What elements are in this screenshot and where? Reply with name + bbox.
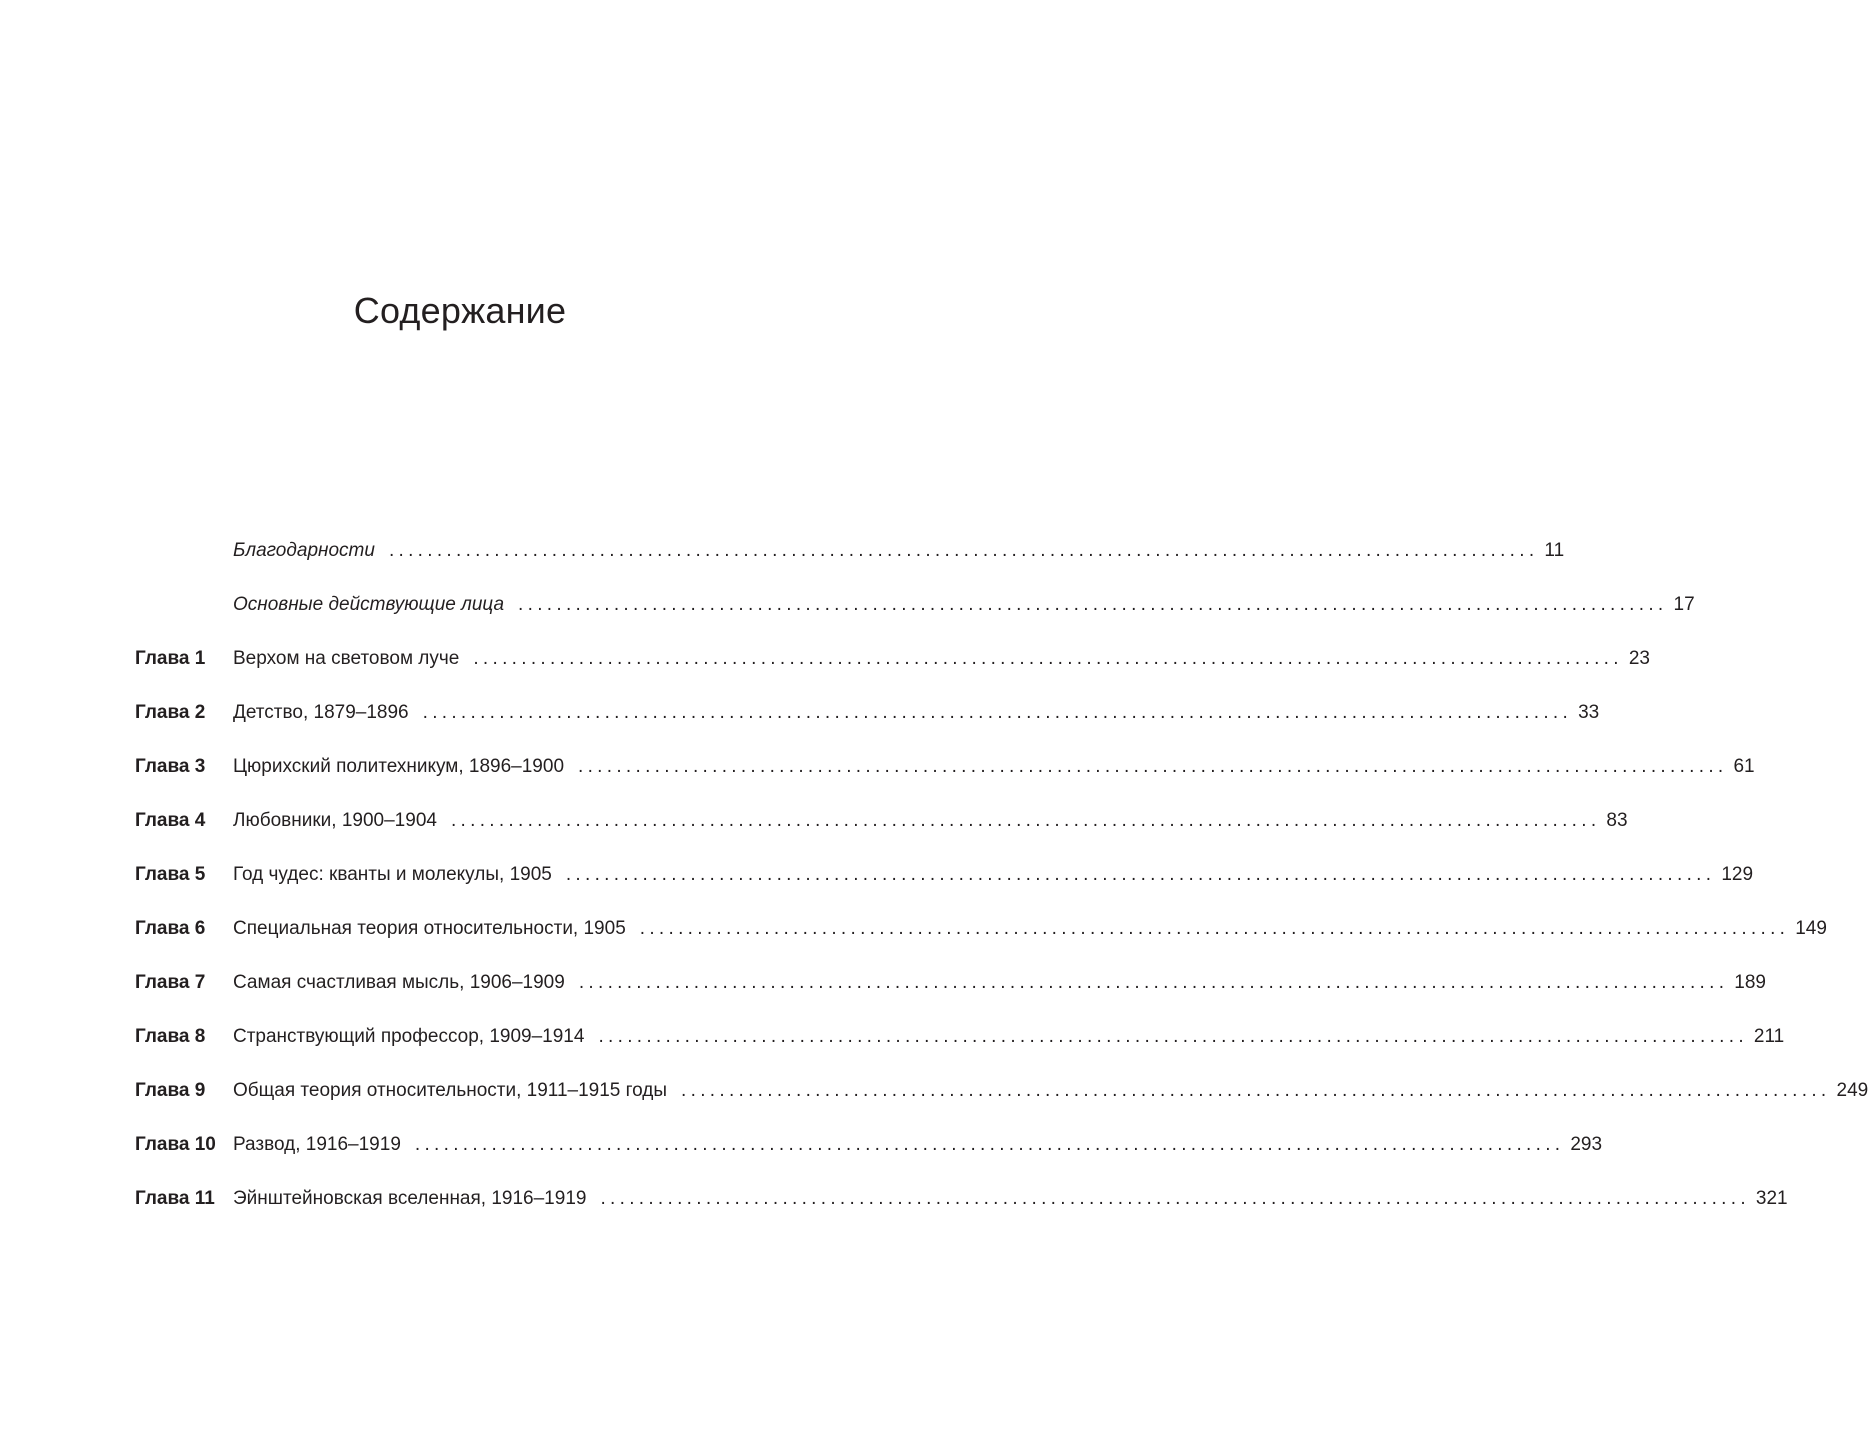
toc-entry-line [233, 1015, 1785, 1059]
toc-entry-line [233, 853, 1754, 897]
toc-entry-chapter-1[interactable] [0, 637, 1650, 681]
toc-entry-line [233, 745, 1755, 789]
toc-entry-line [233, 1123, 1603, 1167]
toc-page-number: 11 [1544, 540, 1565, 561]
dot-leader: ........................................................................................................................ [414, 1134, 1565, 1155]
toc-entry-line [233, 1177, 1788, 1221]
toc-chapter-label: Глава 8 [135, 1026, 206, 1047]
toc-page-number: 293 [1570, 1134, 1603, 1155]
toc-entry-chapter-4[interactable] [0, 799, 1628, 843]
dot-leader: ........................................................................................................................ [388, 540, 1539, 561]
dot-leader: ........................................................................................................................ [518, 594, 1668, 615]
toc-entry-line [233, 961, 1766, 1005]
toc-entry-title: Основные действующие лица [233, 594, 505, 615]
toc-page-number: 61 [1733, 756, 1755, 777]
dot-leader: ........................................................................................................................ [578, 972, 1729, 993]
dot-leader: ........................................................................................................................ [565, 864, 1716, 885]
toc-entry-title: Детство, 1879–1896 [233, 702, 409, 723]
dot-leader: ........................................................................................................................ [639, 918, 1790, 939]
page-title: Содержание [353, 290, 567, 331]
toc-entry-line [233, 637, 1650, 681]
toc-entry-chapter-11[interactable] [0, 1177, 1788, 1221]
toc-entry-title: Любовники, 1900–1904 [233, 810, 437, 831]
toc-page-number: 23 [1628, 648, 1650, 669]
toc-page-number: 149 [1795, 918, 1827, 939]
toc-entry-title: Самая счастливая мысль, 1906–1909 [233, 972, 565, 993]
toc-page-number: 321 [1755, 1188, 1788, 1209]
toc-entry-line [233, 1069, 1868, 1113]
toc-entry-line [233, 583, 1695, 627]
toc-entry-chapter-9[interactable] [0, 1069, 1868, 1113]
dot-leader: ........................................................................................................................ [422, 702, 1573, 723]
toc-chapter-label: Глава 2 [135, 702, 206, 723]
dot-leader: ........................................................................................................................ [450, 810, 1601, 831]
toc-entry-title: Цюрихский политехникум, 1896–1900 [233, 756, 565, 777]
toc-page-number: 83 [1606, 810, 1628, 831]
toc-entry-title: Год чудес: кванты и молекулы, 1905 [233, 864, 552, 885]
toc-entry-main-characters[interactable] [0, 583, 1695, 627]
toc-chapter-label: Глава 11 [135, 1188, 215, 1209]
toc-entry-chapter-10[interactable] [0, 1123, 1603, 1167]
dot-leader: ........................................................................................................................ [598, 1026, 1748, 1047]
toc-chapter-label: Глава 10 [135, 1134, 216, 1155]
toc-entry-line [233, 907, 1827, 951]
toc-chapter-label: Глава 9 [135, 1080, 206, 1101]
toc-entry-title: Общая теория относительности, 1911–1915 годы [233, 1080, 668, 1101]
toc-page-number: 211 [1753, 1026, 1785, 1047]
toc-entry-chapter-3[interactable] [0, 745, 1755, 789]
toc-page-number: 189 [1734, 972, 1766, 993]
toc-chapter-label: Глава 5 [135, 864, 206, 885]
dot-leader: ........................................................................................................................ [681, 1080, 1831, 1101]
toc-entry-title: Верхом на световом луче [233, 648, 460, 669]
toc-entry-title: Эйнштейновская вселенная, 1916–1919 [233, 1188, 587, 1209]
toc-entry-line [233, 691, 1600, 735]
toc-entry-title: Благодарности [233, 540, 375, 561]
toc-entry-title: Специальная теория относительности, 1905 [233, 918, 626, 939]
toc-entry-acknowledgements[interactable] [0, 529, 1565, 573]
toc-page-number: 33 [1578, 702, 1600, 723]
toc-chapter-label: Глава 4 [135, 810, 206, 831]
toc-entry-title: Странствующий профессор, 1909–1914 [233, 1026, 585, 1047]
toc-page-number: 129 [1721, 864, 1754, 885]
dot-leader: ........................................................................................................................ [600, 1188, 1750, 1209]
toc-chapter-label: Глава 6 [135, 918, 206, 939]
toc-page-number: 17 [1673, 594, 1695, 615]
toc-entry-chapter-2[interactable] [0, 691, 1600, 735]
toc-entry-line [233, 799, 1628, 843]
toc-page-number: 249 [1836, 1080, 1868, 1101]
toc-entry-chapter-7[interactable] [0, 961, 1766, 1005]
dot-leader: ........................................................................................................................ [473, 648, 1623, 669]
toc-entry-chapter-6[interactable] [0, 907, 1827, 951]
toc-entry-chapter-8[interactable] [0, 1015, 1785, 1059]
toc-entry-chapter-5[interactable] [0, 853, 1754, 897]
toc-chapter-label: Глава 7 [135, 972, 206, 993]
toc-chapter-label: Глава 1 [135, 648, 206, 669]
dot-leader: ........................................................................................................................ [578, 756, 1728, 777]
toc-chapter-label: Глава 3 [135, 756, 206, 777]
toc-entry-line [233, 529, 1565, 573]
toc-entry-title: Развод, 1916–1919 [233, 1134, 401, 1155]
